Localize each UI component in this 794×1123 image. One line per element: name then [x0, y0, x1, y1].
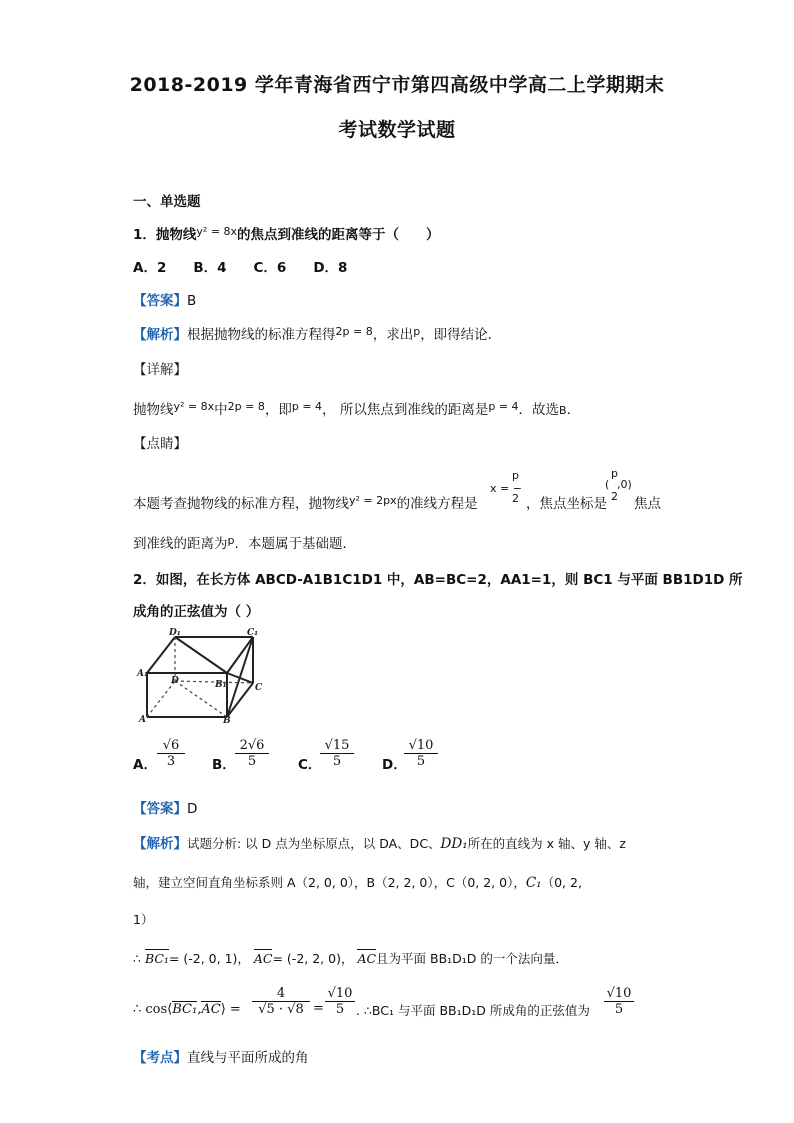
- q1-analysis-row: [133, 323, 501, 343]
- q1-detail-eq4: p = 4: [488, 400, 519, 413]
- q2-point: 直线与平面所成的角: [187, 1050, 309, 1066]
- fig-label-a1: A₁: [137, 669, 148, 679]
- q1-detail-eq1: y² = 8x: [173, 400, 215, 413]
- section-heading: 一、单选题: [133, 194, 201, 210]
- q2-cos-den: √5 · √8: [258, 1002, 304, 1017]
- q2-opt-d-den: 5: [416, 754, 426, 769]
- q1-answer-tag: 【答案】: [133, 293, 187, 309]
- q1-comment-f: ．本题属于基础题．: [234, 536, 356, 552]
- q2-cos-r-num: √10: [327, 986, 353, 1001]
- fig-label-b1: B₁: [215, 680, 227, 690]
- q1-number: 1．抛物线: [133, 227, 197, 243]
- q1-stem: [133, 223, 440, 243]
- q2-vector-row: [133, 949, 568, 967]
- q2-analysis-a: 试题分析: 以 D 点为坐标原点，以 DA、DC、: [187, 836, 441, 851]
- q1-comment-p2: p: [611, 467, 618, 480]
- q1-detail-eq3: p = 4: [291, 400, 323, 413]
- q1-detail-e: ．故选: [518, 402, 560, 418]
- fig-label-c1: C₁: [247, 628, 259, 638]
- doc-title-line1: 2018-2019 学年青海省西宁市第四高级中学高二上学期期末: [129, 74, 665, 96]
- fig-label-c: C: [255, 683, 263, 693]
- q1-comment-eq: y² = 2px: [349, 494, 397, 507]
- q2-analysis-tag: 【解析】: [133, 836, 187, 852]
- q1-detail-row: [133, 398, 580, 418]
- q2-vec-bc1: BC₁: [144, 951, 169, 966]
- q2-opt-a-num: √6: [162, 738, 180, 753]
- q2-cos-num: 4: [276, 986, 286, 1001]
- q2-stem-line1: 2．如图，在长方体 ABCD-A1B1C1D1 中，AB=BC=2，AA1=1，则 BC1 与平面 BB1D1D 所: [133, 572, 743, 588]
- q2-cos-tail: . ∴BC₁ 与平面 BB₁D₁D 所成角的正弦值为: [356, 1003, 590, 1018]
- q2-cos-prefix-row: [133, 1001, 241, 1017]
- q2-analysis-row1: [133, 832, 626, 852]
- fig-label-d: D: [171, 676, 179, 686]
- q2-analysis-dd1: DD₁: [440, 836, 468, 852]
- q2-stem-line2: 成角的正弦值为（ ）: [133, 604, 260, 620]
- q2-opt-b-den: 5: [247, 754, 257, 769]
- q1-stem-tail: 的焦点到准线的距离等于（ ）: [237, 227, 440, 243]
- q1-detail-g: ．: [566, 402, 581, 418]
- q2-analysis-b: 所在的直线为 x 轴、y 轴、z: [467, 836, 626, 851]
- q1-comment-e-row: [133, 532, 356, 552]
- q1-comment-x: x = −: [490, 482, 522, 495]
- q2-cos-r-den: 5: [335, 1002, 345, 1017]
- q2-analysis-c1: C₁: [525, 875, 542, 891]
- q2-opt-b-num: 2√6: [239, 738, 265, 753]
- q2-analysis-line2-tail: （0, 2,: [541, 875, 582, 890]
- q1-analysis-b: ，求出: [372, 327, 414, 343]
- fig-label-b: B: [223, 716, 231, 725]
- fig-label-a: A: [139, 715, 146, 725]
- q2-opt-c-den: 5: [332, 754, 342, 769]
- q2-cos-fraction: [252, 986, 310, 1017]
- q1-comment-d: 焦点: [634, 496, 661, 512]
- q1-comment-e: 到准线的距离为: [133, 536, 228, 552]
- q1-analysis-eq: 2p = 8: [335, 325, 373, 338]
- q1-detail-a: 抛物线: [133, 402, 174, 418]
- q2-analysis-row3: 1）: [133, 912, 154, 927]
- q2-cos-close: ⟩ =: [220, 1002, 241, 1017]
- q1-detail-c: ，即: [264, 402, 292, 418]
- q2-vec-ac-val: = (-2, 2, 0)，: [272, 951, 354, 966]
- q2-cos-result-fraction: [325, 986, 355, 1017]
- q2-opt-c-num: √15: [324, 738, 350, 753]
- q1-analysis-tag: 【解析】: [133, 327, 187, 343]
- q2-answer: D: [187, 801, 198, 817]
- q1-comment-two2: 2: [611, 490, 618, 503]
- q2-vec-therefore: ∴: [133, 951, 141, 966]
- q2-opt-c-label: C．: [298, 757, 322, 773]
- q1-detail-f: B: [559, 404, 567, 417]
- q2-point-tag: 【考点】: [133, 1050, 187, 1066]
- q1-comment-p1: p: [512, 469, 519, 482]
- q1-analysis-c: ，即得结论．: [420, 327, 502, 343]
- q2-opt-a-den: 3: [166, 754, 176, 769]
- q2-opt-a-fraction: [157, 738, 185, 769]
- q1-comment-pp: p: [227, 534, 235, 547]
- q2-cos-f-num: √10: [606, 986, 632, 1001]
- q1-comment-b: 的准线方程是: [396, 496, 478, 512]
- q2-opt-a-label: A．: [133, 757, 157, 773]
- q2-final-fraction: [604, 986, 634, 1017]
- q2-cos-bc1: BC₁: [172, 1002, 198, 1017]
- q1-comment-tag: 【点睛】: [133, 436, 187, 452]
- q2-opt-c-fraction: [320, 738, 354, 769]
- q1-comment-coord-l: (: [605, 478, 610, 491]
- q2-vec-ac: AC: [253, 951, 273, 966]
- q2-vec-bc1-val: = (-2, 0, 1)，: [168, 951, 250, 966]
- q1-detail-b: 中: [214, 402, 228, 418]
- q1-detail-d: ， 所以焦点到准线的距离是: [322, 402, 489, 418]
- q1-detail-tag: 【详解】: [133, 362, 187, 378]
- q1-comment-c: ，焦点坐标是: [526, 496, 607, 512]
- q2-analysis-row2: [133, 873, 582, 891]
- q1-equation: y² = 8x: [196, 225, 238, 238]
- q1-comment-coord-r: ,0): [617, 478, 632, 491]
- doc-title-line2: 考试数学试题: [338, 119, 456, 141]
- q1-answer-row: [133, 289, 196, 309]
- q2-vec-ac2: AC: [357, 951, 377, 966]
- q2-cos-eq: =: [313, 1001, 324, 1016]
- q2-opt-d-num: √10: [408, 738, 434, 753]
- q2-answer-row: [133, 797, 197, 817]
- q1-answer: B: [187, 293, 197, 309]
- q2-opt-b-label: B．: [212, 757, 236, 773]
- q1-analysis-p: p: [413, 325, 421, 338]
- q2-analysis-line2: 轴，建立空间直角坐标系则 A（2, 0, 0），B（2, 2, 0），C（0, 2, 0），: [133, 875, 526, 890]
- q2-vec-tail: 且为平面 BB₁D₁D 的一个法向量．: [376, 951, 568, 966]
- q1-comment-a: 本题考查抛物线的标准方程，抛物线: [133, 496, 349, 512]
- q2-cos-ac: AC: [201, 1002, 221, 1017]
- q1-detail-eq2: 2p = 8: [227, 400, 265, 413]
- q2-cos-prefix: ∴ cos⟨: [133, 1002, 173, 1017]
- q2-opt-d-label: D．: [382, 757, 407, 773]
- fig-label-d1: D₁: [169, 628, 181, 638]
- q2-cos-comma: ,: [197, 1002, 202, 1017]
- q1-comment-two1: 2: [512, 492, 519, 505]
- cuboid-figure: [135, 625, 270, 725]
- q2-opt-d-fraction: [404, 738, 438, 769]
- q1-comment-a-row: [133, 492, 478, 512]
- q2-point-row: [133, 1046, 309, 1066]
- q2-opt-b-fraction: [235, 738, 269, 769]
- q1-options: A．2 B．4 C．6 D．8: [133, 260, 348, 276]
- q2-cos-f-den: 5: [614, 1002, 624, 1017]
- q2-answer-tag: 【答案】: [133, 801, 187, 817]
- q1-analysis-a: 根据抛物线的标准方程得: [187, 327, 336, 343]
